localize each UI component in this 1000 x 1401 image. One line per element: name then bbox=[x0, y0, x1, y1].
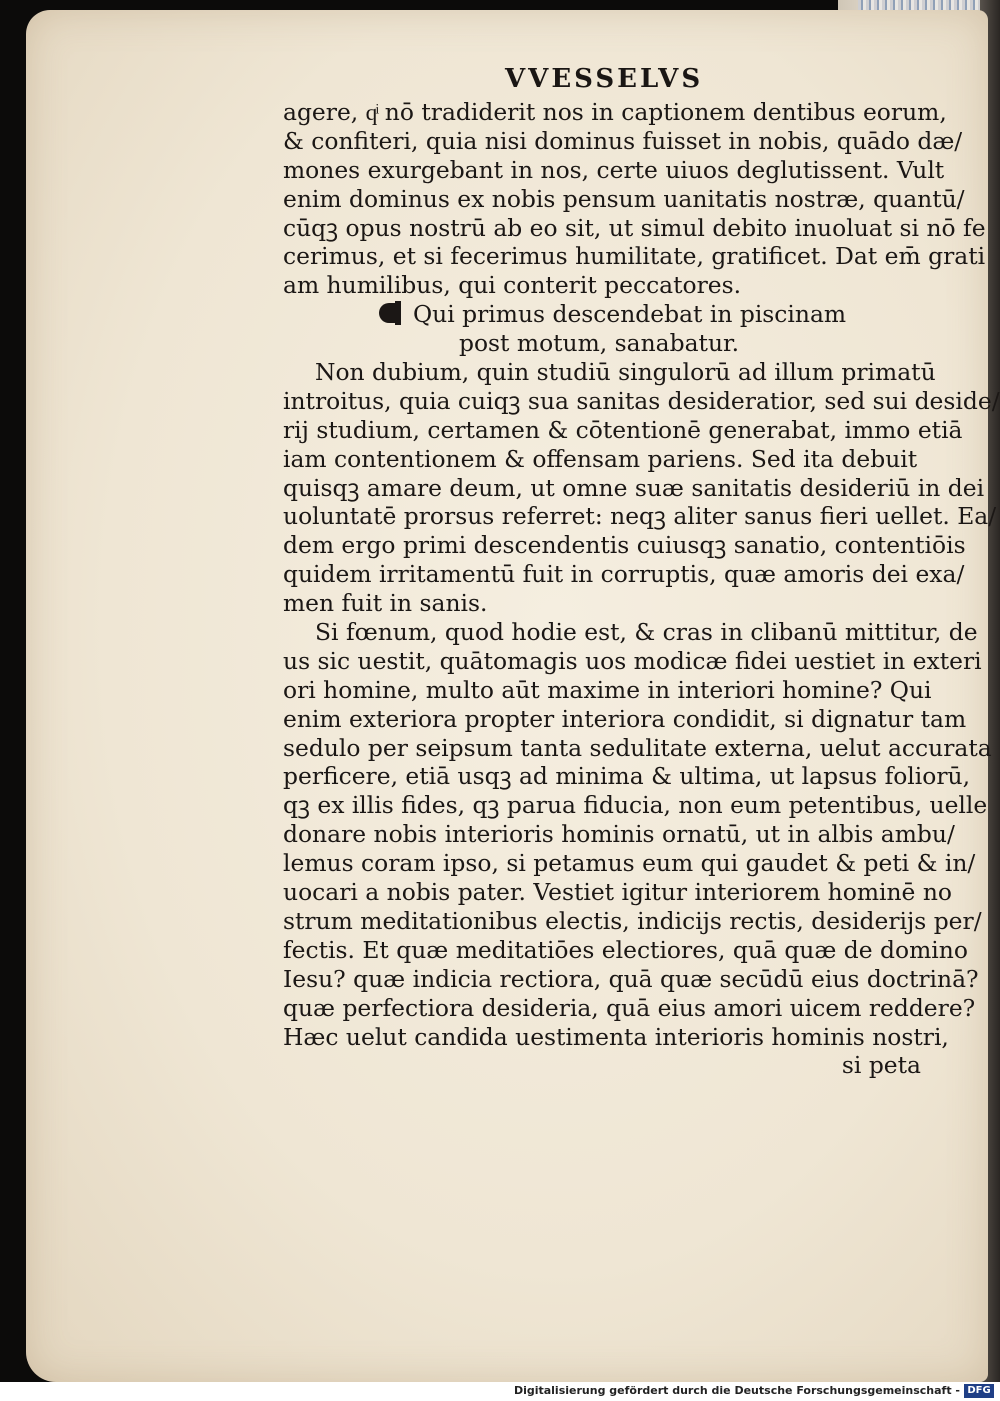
text-line: qꝫ ex illis fides, qꝫ parua fiducia, non eum petentibus, uelle bbox=[283, 791, 988, 820]
text-line: strum meditationibus electis, indicijs rectis, desiderijs per/ bbox=[283, 906, 982, 935]
text-line: fectis. Et quæ meditatiōes electiores, quā quæ de domino bbox=[283, 935, 968, 964]
text-line: enim dominus ex nobis pensum uanitatis nostræ, quantū/ bbox=[283, 184, 965, 213]
text-line: dem ergo primi descendentis cuiusqꝫ sanatio, contentiōis bbox=[283, 531, 966, 560]
text-line: lemus coram ipso, si petamus eum qui gaudet & peti & in/ bbox=[283, 849, 976, 878]
text-line: uoluntatē prorsus referret: neqꝫ aliter sanus fieri uellet. Ea/ bbox=[283, 502, 997, 531]
page-text bbox=[283, 98, 1000, 1080]
funding-credit: Digitalisierung gefördert durch die Deutsche Forschungsgemeinschaft - bbox=[513, 1384, 960, 1397]
text-line: Si fœnum, quod hodie est, & cras in clibanū mittitur, de bbox=[315, 618, 978, 647]
text-line: us sic uestit, quātomagis uos modicæ fidei uestiet in exteri bbox=[283, 646, 982, 675]
text-line: Iesu? quæ indicia rectiora, quā quæ secūdū eius doctrinā? bbox=[283, 964, 979, 993]
text-line: agere, qͥ nō tradiderit nos in captionem dentibus eorum, bbox=[283, 98, 947, 126]
text-line: & confiteri, quia nisi dominus fuisset in nobis, quādo dæ/ bbox=[283, 126, 963, 155]
text-line: quæ perfectiora desideria, quā eius amori uicem reddere? bbox=[283, 993, 976, 1022]
text-line: uocari a nobis pater. Vestiet igitur interiorem hominē no bbox=[283, 878, 952, 907]
text-line: Non dubium, quin studiū singulorū ad illum primatū bbox=[315, 358, 936, 387]
text-line: men fuit in sanis. bbox=[283, 589, 488, 618]
text-line: Hæc uelut candida uestimenta interioris hominis nostri, bbox=[283, 1022, 949, 1051]
text-line: iam contentionem & offensam pariens. Sed ita debuit bbox=[283, 444, 918, 473]
text-line: donare nobis interioris hominis ornatū, ut in albis ambu/ bbox=[283, 820, 955, 849]
section-heading-line-2: post motum, sanabatur. bbox=[459, 329, 740, 358]
text-line: cerimus, et si fecerimus humilitate, gratificet. Dat em̄ grati bbox=[283, 242, 986, 271]
text-line: mones exurgebant in nos, certe uiuos deglutissent. Vult bbox=[283, 155, 945, 184]
text-line: quidem irritamentū fuit in corruptis, quæ amoris dei exa/ bbox=[283, 560, 965, 589]
text-line: enim exteriora propter interiora condidit, si dignatur tam bbox=[283, 704, 967, 733]
text-line: introitus, quia cuiqꝫ sua sanitas desideratior, sed sui deside/ bbox=[283, 386, 1000, 415]
text-line: sedulo per seipsum tanta sedulitate externa, uelut accurata bbox=[283, 733, 992, 762]
catchword: si peta bbox=[841, 1051, 921, 1080]
dfg-logo: DFG bbox=[964, 1384, 994, 1398]
text-line: perficere, etiā usqꝫ ad minima & ultima, ut lapsus foliorū, bbox=[283, 762, 971, 791]
running-header: VVESSELVS bbox=[505, 64, 704, 94]
text-line: ori homine, multo aūt maxime in interiori homine? Qui bbox=[283, 675, 932, 704]
heading-text: Qui primus descendebat in piscinam bbox=[413, 300, 847, 329]
text-line: am humilibus, qui conterit peccatores. bbox=[283, 271, 742, 300]
text-line: rij studium, certamen & cōtentionē generabat, immo etiā bbox=[283, 415, 963, 444]
text-line: quisqꝫ amare deum, ut omne suæ sanitatis desideriū in dei bbox=[283, 473, 985, 502]
pilcrow-icon bbox=[379, 301, 409, 325]
text-line: cūqꝫ opus nostrū ab eo sit, ut simul debito inuoluat si nō fe bbox=[283, 213, 986, 242]
section-heading-line-1 bbox=[283, 300, 963, 329]
